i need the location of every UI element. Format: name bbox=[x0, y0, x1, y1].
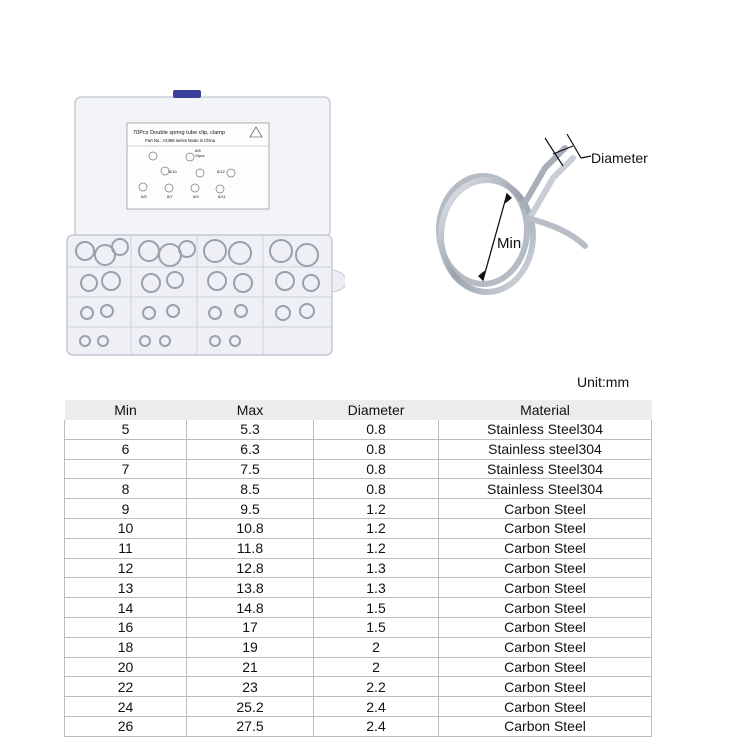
cell-material: Carbon Steel bbox=[439, 578, 652, 598]
cell-min: 6 bbox=[65, 439, 187, 459]
cell-min: 16 bbox=[65, 617, 187, 637]
cell-min: 14 bbox=[65, 598, 187, 618]
cell-diameter: 2.2 bbox=[314, 677, 439, 697]
cell-max: 5.3 bbox=[187, 420, 314, 439]
min-label: Min bbox=[497, 235, 522, 252]
header-diameter: Diameter bbox=[314, 400, 439, 420]
cell-min: 13 bbox=[65, 578, 187, 598]
cell-diameter: 1.2 bbox=[314, 518, 439, 538]
cell-max: 10.8 bbox=[187, 518, 314, 538]
cell-max: 14.8 bbox=[187, 598, 314, 618]
cell-max: 25.2 bbox=[187, 697, 314, 717]
cell-min: 18 bbox=[65, 637, 187, 657]
table-header-row bbox=[65, 400, 652, 420]
table-row bbox=[65, 578, 652, 598]
cell-max: 19 bbox=[187, 637, 314, 657]
cell-material: Carbon Steel bbox=[439, 716, 652, 736]
cell-min: 5 bbox=[65, 420, 187, 439]
cell-max: 23 bbox=[187, 677, 314, 697]
table-row bbox=[65, 716, 652, 736]
cell-diameter: 0.8 bbox=[314, 439, 439, 459]
table-row bbox=[65, 677, 652, 697]
diameter-label: Diameter bbox=[591, 150, 648, 166]
cell-min: 11 bbox=[65, 538, 187, 558]
header-min: Min bbox=[65, 400, 187, 420]
cell-max: 13.8 bbox=[187, 578, 314, 598]
cell-diameter: 2 bbox=[314, 637, 439, 657]
box-size-6-11: 6/11 bbox=[218, 194, 226, 199]
cell-max: 9.5 bbox=[187, 499, 314, 519]
cell-max: 12.8 bbox=[187, 558, 314, 578]
cell-material: Carbon Steel bbox=[439, 617, 652, 637]
box-label-card bbox=[127, 123, 269, 209]
table-row bbox=[65, 459, 652, 479]
cell-material: Stainless Steel304 bbox=[439, 459, 652, 479]
lid-latch bbox=[173, 90, 201, 98]
table-row bbox=[65, 538, 652, 558]
unit-label: Unit:mm bbox=[577, 374, 630, 390]
spec-table bbox=[64, 400, 652, 737]
cell-min: 8 bbox=[65, 479, 187, 499]
table-row bbox=[65, 439, 652, 459]
header-max: Max bbox=[187, 400, 314, 420]
cell-diameter: 1.5 bbox=[314, 617, 439, 637]
cell-material: Stainless Steel304 bbox=[439, 479, 652, 499]
clip-diagram bbox=[395, 108, 695, 328]
cell-diameter: 1.5 bbox=[314, 598, 439, 618]
box-size-6-5: 6/5 bbox=[141, 194, 147, 199]
cell-diameter: 0.8 bbox=[314, 479, 439, 499]
box-count: 10pcs bbox=[195, 154, 205, 158]
table-row bbox=[65, 518, 652, 538]
cell-material: Carbon Steel bbox=[439, 499, 652, 519]
box-size-6-7: 6/7 bbox=[167, 194, 173, 199]
cell-diameter: 1.3 bbox=[314, 578, 439, 598]
table-body bbox=[65, 420, 652, 736]
cell-material: Stainless Steel304 bbox=[439, 420, 652, 439]
table-row bbox=[65, 479, 652, 499]
cell-min: 12 bbox=[65, 558, 187, 578]
product-box-image bbox=[45, 85, 345, 375]
cell-diameter: 2.4 bbox=[314, 716, 439, 736]
cell-material: Carbon Steel bbox=[439, 657, 652, 677]
table-row bbox=[65, 420, 652, 439]
box-size-6-8: 6/8 bbox=[195, 148, 201, 153]
table-row bbox=[65, 697, 652, 717]
cell-material: Carbon Steel bbox=[439, 518, 652, 538]
box-size-6-9: 6/9 bbox=[193, 194, 199, 199]
cell-material: Carbon Steel bbox=[439, 558, 652, 578]
cell-diameter: 1.2 bbox=[314, 538, 439, 558]
cell-diameter: 1.3 bbox=[314, 558, 439, 578]
cell-min: 22 bbox=[65, 677, 187, 697]
cell-material: Carbon Steel bbox=[439, 697, 652, 717]
cell-material: Carbon Steel bbox=[439, 538, 652, 558]
cell-max: 11.8 bbox=[187, 538, 314, 558]
cell-diameter: 0.8 bbox=[314, 459, 439, 479]
cell-material: Carbon Steel bbox=[439, 637, 652, 657]
box-size-6-12: 6/12 bbox=[217, 169, 225, 174]
cell-min: 26 bbox=[65, 716, 187, 736]
cell-diameter: 2.4 bbox=[314, 697, 439, 717]
cell-min: 7 bbox=[65, 459, 187, 479]
cell-material: Carbon Steel bbox=[439, 598, 652, 618]
cell-min: 9 bbox=[65, 499, 187, 519]
cell-max: 6.3 bbox=[187, 439, 314, 459]
cell-diameter: 1.2 bbox=[314, 499, 439, 519]
cell-diameter: 0.8 bbox=[314, 420, 439, 439]
table-row bbox=[65, 598, 652, 618]
table-row bbox=[65, 558, 652, 578]
table-row bbox=[65, 637, 652, 657]
cell-max: 27.5 bbox=[187, 716, 314, 736]
box-size-6-10: 6/10 bbox=[169, 169, 177, 174]
cell-max: 8.5 bbox=[187, 479, 314, 499]
cell-min: 24 bbox=[65, 697, 187, 717]
box-label-title: 70Pcs Double spring tube clip, clamp bbox=[133, 130, 226, 136]
cell-diameter: 2 bbox=[314, 657, 439, 677]
table-row bbox=[65, 657, 652, 677]
table-row bbox=[65, 617, 652, 637]
table-row bbox=[65, 499, 652, 519]
cell-min: 10 bbox=[65, 518, 187, 538]
box-label-part-line: Part No.: A2398 series Made in China bbox=[145, 138, 216, 143]
cell-max: 21 bbox=[187, 657, 314, 677]
cell-material: Stainless steel304 bbox=[439, 439, 652, 459]
header-material: Material bbox=[439, 400, 652, 420]
cell-material: Carbon Steel bbox=[439, 677, 652, 697]
cell-min: 20 bbox=[65, 657, 187, 677]
cell-max: 7.5 bbox=[187, 459, 314, 479]
cell-max: 17 bbox=[187, 617, 314, 637]
